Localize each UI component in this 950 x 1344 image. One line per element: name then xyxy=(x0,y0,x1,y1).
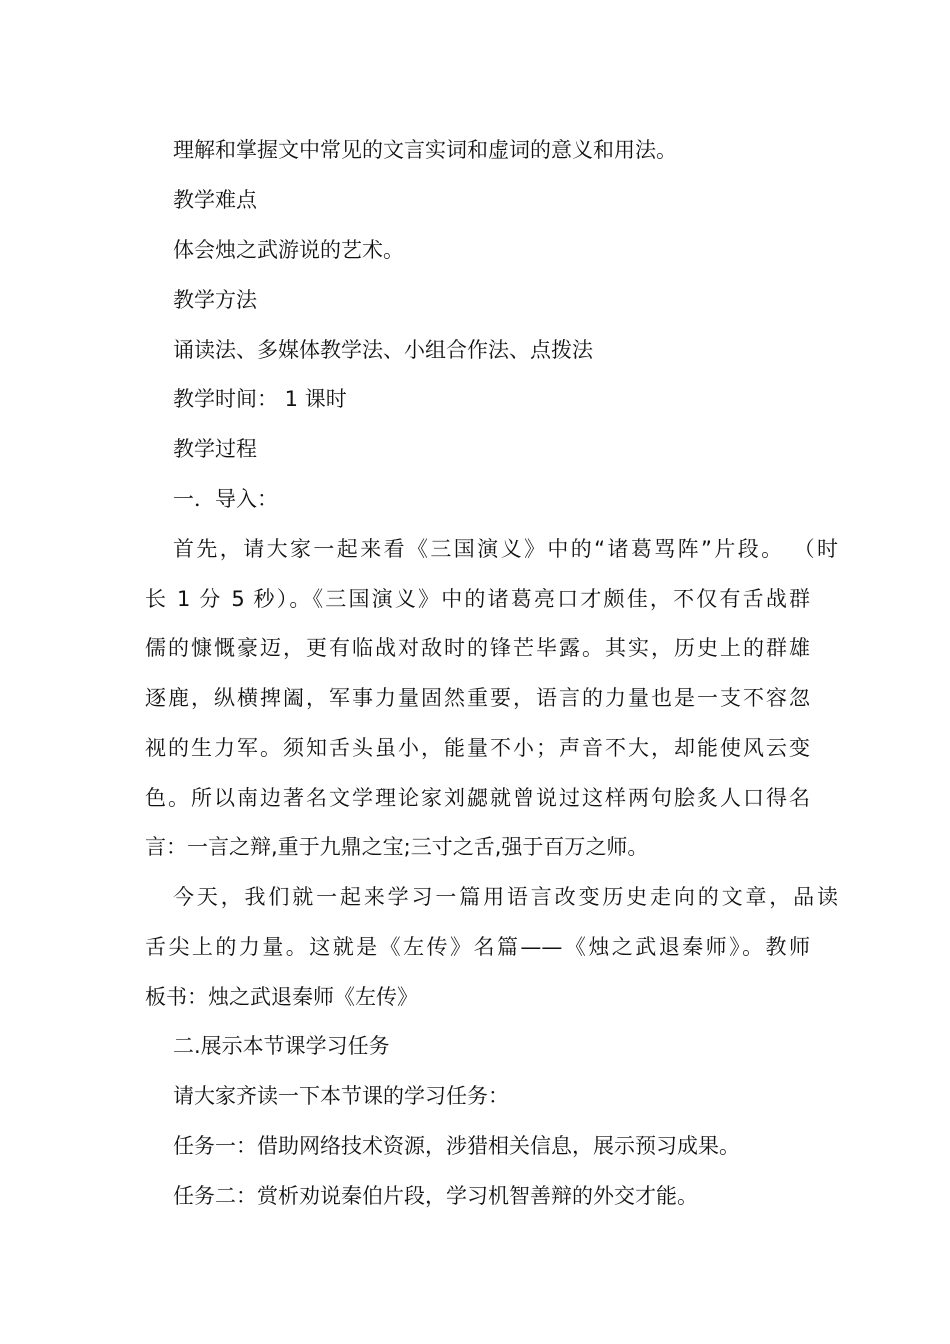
task-item: 任务一：借助网络技术资源，涉猎相关信息，展示预习成果。 xyxy=(173,1134,740,1158)
paragraph-line: 儒的慷慨豪迈，更有临战对敌时的锋芒毕露。其实，历史上的群雄 xyxy=(145,636,810,660)
heading-method: 教学方法 xyxy=(173,288,257,312)
paragraph-line: 色。所以南边著名文学理论家刘勰就曾说过这样两句脍炙人口得名 xyxy=(145,786,810,810)
paragraph-line: 板书：烛之武退秦师《左传》 xyxy=(145,985,418,1009)
time-text: 教学时间： 1 课时 xyxy=(173,387,347,411)
paragraph-line: 今天，我们就一起来学习一篇用语言改变历史走向的文章，品读 xyxy=(173,885,838,909)
paragraph-line: 言：一言之辩,重于九鼎之宝;三寸之舌,强于百万之师。 xyxy=(145,835,649,859)
section-intro-heading: 一．导入： xyxy=(173,487,278,511)
paragraph-line: 逐鹿，纵横捭阖，军事力量固然重要，语言的力量也是一支不容忽 xyxy=(145,686,810,710)
paragraph-line: 视的生力军。须知舌头虽小，能量不小；声音不大，却能使风云变 xyxy=(145,736,810,760)
objective-line: 理解和掌握文中常见的文言实词和虚词的意义和用法。 xyxy=(173,138,677,162)
method-text: 诵读法、多媒体教学法、小组合作法、点拨法 xyxy=(173,338,593,362)
heading-process: 教学过程 xyxy=(173,437,257,461)
task-intro: 请大家齐读一下本节课的学习任务： xyxy=(173,1084,509,1108)
paragraph-line: 首先，请大家一起来看《三国演义》中的“诸葛骂阵”片段。 （时 xyxy=(173,537,838,561)
section-task-heading: 二.展示本节课学习任务 xyxy=(173,1034,390,1058)
paragraph-line: 舌尖上的力量。这就是《左传》名篇——《烛之武退秦师》。教师 xyxy=(145,935,810,959)
paragraph-line: 长 1 分 5 秒）。《三国演义》中的诸葛亮口才颇佳，不仅有舌战群 xyxy=(145,587,810,611)
difficulty-text: 体会烛之武游说的艺术。 xyxy=(173,238,404,262)
heading-difficulty: 教学难点 xyxy=(173,188,257,212)
task-item: 任务二：赏析劝说秦伯片段，学习机智善辩的外交才能。 xyxy=(173,1184,698,1208)
